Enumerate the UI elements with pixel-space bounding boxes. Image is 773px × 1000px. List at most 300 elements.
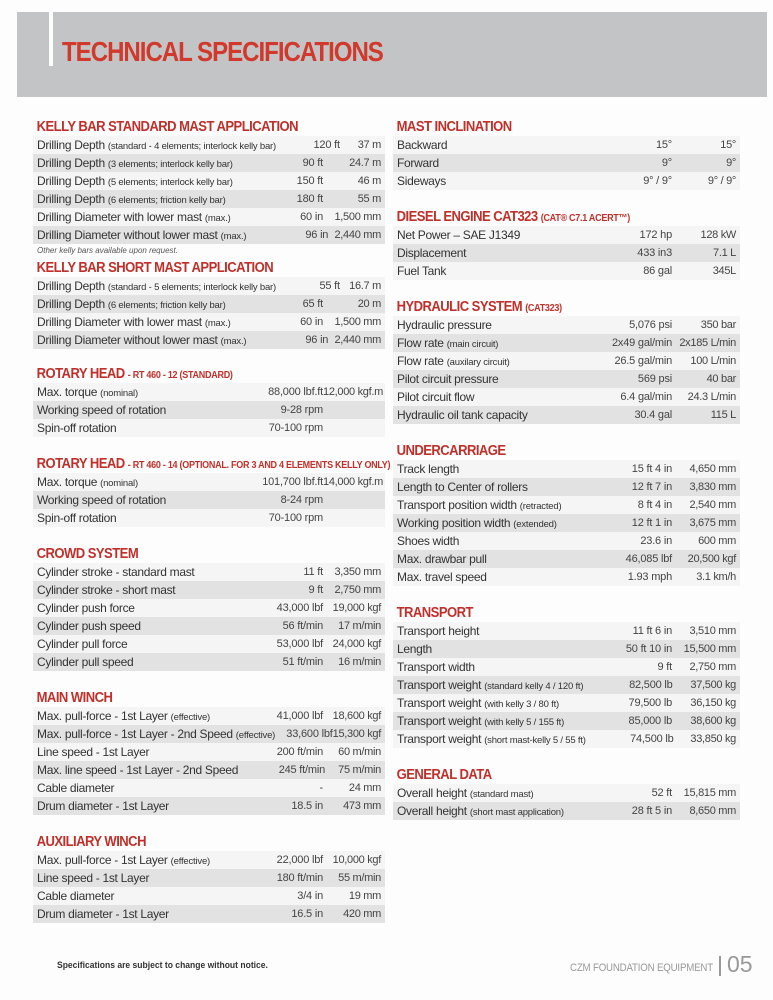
spec-label-text: Cylinder push speed [37, 619, 141, 633]
spec-label-text: Flow rate [397, 336, 444, 350]
spec-value-imperial: 18.5 in [291, 800, 323, 812]
section-gap [393, 586, 740, 604]
spec-label-text: Line speed - 1st Layer [37, 745, 150, 759]
spec-value-metric: 40 bar [706, 373, 736, 385]
spec-label-text: Spin-off rotation [37, 421, 117, 435]
spec-label [393, 622, 582, 640]
spec-value-metric: 2,540 mm [689, 499, 736, 511]
spec-label [33, 491, 233, 509]
spec-table [33, 707, 385, 815]
spec-value-metric: 60 m/min [338, 746, 381, 758]
spec-label [393, 640, 582, 658]
spec-label [33, 473, 233, 491]
header-accent-bar [49, 12, 53, 66]
spec-table [33, 851, 385, 923]
spec-row [33, 617, 385, 635]
spec-row [33, 599, 385, 617]
spec-value-imperial: 101,700 lbf.ft [262, 476, 323, 488]
spec-table [33, 383, 385, 437]
spec-label [393, 694, 582, 712]
spec-row [33, 172, 385, 190]
spec-row [393, 802, 740, 820]
spec-label-text: Drum diameter - 1st Layer [37, 907, 169, 921]
section-title-main: MAIN WINCH [36, 690, 113, 706]
spec-label-note: (6 elements; friction kelly bar) [107, 195, 226, 206]
spec-value-metric: 36,150 kg [690, 697, 736, 709]
spec-label-text: Forward [397, 156, 439, 170]
section-kelly-bar-short-mast-application [33, 259, 385, 349]
spec-table [393, 316, 740, 424]
spec-value-metric: 37 m [357, 139, 381, 151]
spec-label [393, 802, 582, 820]
section-title [33, 365, 350, 383]
spec-row [393, 316, 740, 334]
spec-label-text: Drilling Diameter with lower mast [37, 315, 202, 329]
spec-label-text: Max. pull-force - 1st Layer [37, 709, 168, 723]
spec-value-imperial: 12 ft 1 in [631, 517, 672, 529]
spec-value-imperial: 90 ft [302, 157, 323, 169]
page-title: TECHNICAL SPECIFICATIONS [62, 36, 383, 67]
spec-label-text: Drilling Depth [37, 279, 105, 293]
spec-value-metric: 473 mm [343, 800, 381, 812]
section-gap [33, 671, 385, 689]
spec-label-text: Cylinder stroke - standard mast [37, 565, 195, 579]
spec-value-imperial: 16.5 in [291, 908, 323, 920]
spec-value-metric: 2,440 mm [334, 229, 381, 241]
spec-label [393, 352, 582, 370]
spec-value-metric: 37,500 kg [690, 679, 736, 691]
spec-label-text: Backward [397, 138, 448, 152]
spec-value-imperial: 55 ft [319, 280, 340, 292]
spec-value-imperial: 433 in3 [637, 247, 672, 259]
spec-value-imperial: 53,000 lbf [276, 638, 323, 650]
spec-row [393, 784, 740, 802]
spec-row [33, 887, 385, 905]
spec-label [33, 401, 233, 419]
spec-label-text: Drilling Depth [37, 156, 105, 170]
spec-row [33, 331, 385, 349]
spec-value-imperial: 85,000 lb [628, 715, 672, 727]
spec-value-imperial: 41,000 lbf [276, 710, 323, 722]
spec-label [33, 635, 233, 653]
section-title [393, 442, 705, 460]
section-main-winch [33, 689, 385, 815]
spec-label [33, 851, 233, 869]
spec-table [393, 622, 740, 748]
spec-label [33, 208, 233, 226]
spec-row [393, 388, 740, 406]
section-title-main: AUXILIARY WINCH [36, 834, 146, 850]
spec-row [393, 406, 740, 424]
spec-label [393, 316, 582, 334]
spec-label [33, 277, 276, 295]
spec-label-text: Working speed of rotation [37, 493, 167, 507]
spec-row [33, 869, 385, 887]
section-title-main: ROTARY HEAD [36, 366, 125, 382]
spec-value-metric: 10,000 kgf [332, 854, 381, 866]
spec-value-metric [323, 401, 385, 419]
spec-label-text: Drilling Depth [37, 174, 105, 188]
spec-value-metric: 2x185 L/min [679, 337, 736, 349]
spec-row [393, 622, 740, 640]
spec-value-imperial: 120 ft [313, 139, 340, 151]
spec-label-text: Overall height [397, 786, 467, 800]
spec-label-text: Drilling Depth [37, 192, 105, 206]
section-gap [33, 527, 385, 545]
spec-label-note: (6 elements; friction kelly bar) [107, 300, 226, 311]
spec-row [33, 635, 385, 653]
spec-label-text: Shoes width [397, 534, 460, 548]
spec-value-metric [323, 419, 385, 437]
spec-label-note: (max.) [220, 231, 247, 242]
spec-row [33, 313, 385, 331]
spec-value-imperial: 2x49 gal/min [612, 337, 672, 349]
section-gap [33, 349, 385, 365]
spec-row [393, 262, 740, 280]
spec-label [33, 313, 233, 331]
spec-label [33, 707, 233, 725]
section-transport [393, 604, 740, 748]
spec-label-text: Flow rate [397, 354, 444, 368]
section-title-main: HYDRAULIC SYSTEM [396, 299, 523, 315]
spec-label [393, 460, 582, 478]
spec-label [33, 419, 233, 437]
spec-value-metric: 4,650 mm [689, 463, 736, 475]
spec-value-metric: 75 m/min [338, 764, 381, 776]
spec-value-metric: 46 m [357, 175, 381, 187]
spec-value-imperial: 50 ft 10 in [625, 643, 672, 655]
spec-label-text: Line speed - 1st Layer [37, 871, 150, 885]
spec-label [393, 370, 582, 388]
spec-row [33, 779, 385, 797]
spec-label-text: Displacement [397, 246, 467, 260]
spec-label-text: Hydraulic pressure [397, 318, 492, 332]
spec-row [393, 370, 740, 388]
spec-label [393, 388, 582, 406]
spec-value-metric: 24,000 kgf [332, 638, 381, 650]
spec-label [33, 190, 233, 208]
spec-value-imperial: 12 ft 7 in [631, 481, 672, 493]
spec-value-metric: 7.1 L [713, 247, 736, 259]
spec-value-metric: 2,750 mm [334, 584, 381, 596]
spec-label [33, 779, 233, 797]
spec-row [33, 581, 385, 599]
spec-value-imperial: 88,000 lbf.ft [268, 386, 323, 398]
spec-label-text: Transport weight [397, 714, 482, 728]
spec-value-imperial: 26.5 gal/min [614, 355, 672, 367]
section-title-sub: (CAT® C7.1 ACERT™) [540, 213, 630, 224]
spec-label-note: (standard mast) [469, 789, 534, 800]
section-title-main: UNDERCARRIAGE [396, 443, 506, 459]
spec-label [33, 887, 233, 905]
spec-value-imperial: 172 hp [639, 229, 672, 241]
spec-label-text: Cylinder pull force [37, 637, 128, 651]
spec-label-note: (nominal) [100, 478, 138, 489]
spec-table [393, 136, 740, 190]
section-title [33, 259, 350, 277]
spec-row [393, 730, 740, 748]
spec-table [33, 136, 385, 244]
spec-row [393, 496, 740, 514]
spec-label-note: (max.) [220, 336, 247, 347]
spec-value-metric: 12,000 kgf.m [323, 386, 383, 398]
spec-label-text: Max. travel speed [397, 570, 487, 584]
spec-label [33, 761, 238, 779]
spec-label-text: Max. pull-force - 1st Layer [37, 853, 168, 867]
spec-label-text: Cable diameter [37, 889, 115, 903]
spec-label [393, 478, 582, 496]
spec-label-text: Track length [397, 462, 459, 476]
spec-value-metric: 19,000 kgf [332, 602, 381, 614]
spec-value-imperial: 3/4 in [297, 890, 323, 902]
section-title [33, 455, 391, 473]
spec-value-imperial: 5,076 psi [629, 319, 672, 331]
section-title [33, 118, 350, 136]
section-crowd-system [33, 545, 385, 671]
spec-label [33, 617, 233, 635]
section-title-main: CROWD SYSTEM [36, 546, 139, 562]
spec-value-metric: 3,830 mm [689, 481, 736, 493]
spec-row [393, 514, 740, 532]
spec-value-imperial: 74,500 lb [630, 733, 674, 745]
spec-value-imperial: 28 ft 5 in [631, 805, 672, 817]
spec-value-imperial: 65 ft [302, 298, 323, 310]
spec-value-metric: 345L [712, 265, 736, 277]
spec-row [33, 491, 385, 509]
spec-value-metric: 38,600 kg [690, 715, 736, 727]
spec-label-note: (standard - 4 elements; interlock kelly bar) [107, 141, 276, 152]
footer-brand: CZM FOUNDATION EQUIPMENT [570, 962, 713, 974]
spec-row [33, 226, 385, 244]
spec-row [393, 478, 740, 496]
section-title-main: TRANSPORT [396, 605, 473, 621]
spec-label-note: (3 elements; interlock kelly bar) [107, 159, 233, 170]
spec-value-imperial: 8 ft 4 in [637, 499, 672, 511]
spec-value-imperial: 79,500 lb [628, 697, 672, 709]
spec-value-imperial: - [319, 782, 323, 794]
spec-value-metric: 20 m [357, 298, 381, 310]
spec-label-text: Cylinder push force [37, 601, 135, 615]
spec-value-imperial: 11 ft [303, 566, 323, 578]
spec-row [33, 707, 385, 725]
section-mast-inclination [393, 118, 740, 190]
spec-table [33, 473, 385, 527]
spec-label [393, 154, 582, 172]
spec-value-metric: 350 bar [700, 319, 736, 331]
spec-value-imperial: 33,600 lbf [286, 728, 333, 740]
spec-label [33, 136, 276, 154]
spec-row [33, 473, 385, 491]
spec-label [393, 550, 582, 568]
spec-value-metric: 14,000 kgf.m [323, 476, 383, 488]
spec-label-text: Hydraulic oil tank capacity [397, 408, 528, 422]
spec-value-metric: 9° [726, 157, 736, 169]
spec-row [393, 136, 740, 154]
section-title-main: KELLY BAR STANDARD MAST APPLICATION [36, 119, 299, 135]
spec-value-metric: 100 L/min [690, 355, 736, 367]
spec-value-imperial: 56 ft/min [282, 620, 323, 632]
spec-label-text: Cylinder pull speed [37, 655, 134, 669]
spec-label [33, 581, 233, 599]
spec-label-text: Drum diameter - 1st Layer [37, 799, 169, 813]
spec-label-note: (auxilary circuit) [446, 357, 510, 368]
spec-value-imperial: 200 ft/min [276, 746, 323, 758]
spec-label-note: (extended) [513, 519, 557, 530]
spec-label [393, 784, 582, 802]
spec-label [33, 905, 233, 923]
spec-value-metric: 8,650 mm [689, 805, 736, 817]
spec-label [33, 653, 233, 671]
spec-label [33, 331, 246, 349]
section-title [33, 689, 350, 707]
spec-row [393, 226, 740, 244]
spec-value-metric: 24 mm [348, 782, 381, 794]
spec-value-metric: 2,440 mm [334, 334, 381, 346]
spec-value-imperial: 245 ft/min [278, 764, 325, 776]
spec-row [393, 712, 740, 730]
section-title [393, 208, 705, 226]
spec-row [393, 550, 740, 568]
spec-row [393, 532, 740, 550]
spec-value-metric: 115 L [710, 409, 736, 421]
spec-label [33, 563, 233, 581]
spec-value-imperial: 180 ft [296, 193, 323, 205]
section-gap [393, 280, 740, 298]
spec-label [33, 797, 233, 815]
spec-value-metric: 17 m/min [338, 620, 381, 632]
spec-label-text: Length [397, 642, 432, 656]
spec-row [33, 725, 385, 743]
spec-value-metric: 20,500 kgf [687, 553, 736, 565]
spec-label-note: (with kelly 5 / 155 ft) [484, 717, 565, 728]
section-general-data [393, 766, 740, 820]
spec-label-note: (effective) [170, 856, 211, 867]
section-gap [33, 437, 385, 455]
spec-label-note: (effective) [170, 712, 211, 723]
spec-label [33, 295, 233, 313]
section-gap [393, 820, 740, 838]
spec-row [33, 743, 385, 761]
spec-row [33, 401, 385, 419]
footer-divider [719, 956, 721, 976]
section-title [393, 604, 705, 622]
spec-label [393, 172, 582, 190]
spec-table [393, 784, 740, 820]
spec-value-imperial: 96 in [305, 334, 329, 346]
spec-value-imperial: 9 ft [657, 661, 672, 673]
spec-row [33, 797, 385, 815]
section-title-main: DIESEL ENGINE CAT323 [396, 209, 538, 225]
spec-value-metric: 3.1 km/h [696, 571, 736, 583]
spec-label-text: Transport weight [397, 678, 482, 692]
spec-label [33, 509, 233, 527]
spec-label-note: (short mast-kelly 5 / 55 ft) [484, 735, 586, 746]
spec-row [33, 208, 385, 226]
spec-value-metric [323, 491, 385, 509]
spec-value-imperial: 22,000 lbf [276, 854, 323, 866]
spec-value-imperial: 9° [661, 157, 672, 169]
spec-row [33, 136, 385, 154]
spec-label-text: Net Power – SAE J1349 [397, 228, 521, 242]
section-title [33, 545, 350, 563]
spec-value-metric: 19 mm [348, 890, 381, 902]
spec-value-imperial: 9-28 rpm [280, 404, 323, 416]
spec-value-metric: 18,600 kgf [332, 710, 381, 722]
spec-label-text: Overall height [397, 804, 467, 818]
spec-value-imperial: 11 ft 6 in [632, 625, 672, 637]
spec-label-note: (max.) [204, 318, 231, 329]
section-title [393, 766, 705, 784]
section-title-main: KELLY BAR SHORT MAST APPLICATION [36, 260, 274, 276]
spec-label [33, 743, 233, 761]
spec-row [393, 694, 740, 712]
spec-value-imperial: 96 in [305, 229, 329, 241]
spec-label [393, 658, 582, 676]
section-kelly-bar-standard-mast-application [33, 118, 385, 257]
section-diesel-engine-cat323-cat-c7-1-acert [393, 208, 740, 280]
spec-row [33, 277, 385, 295]
spec-value-metric: 15° [720, 139, 736, 151]
spec-label-text: Working speed of rotation [37, 403, 167, 417]
spec-label-text: Drilling Diameter with lower mast [37, 210, 202, 224]
spec-label-text: Max. drawbar pull [397, 552, 487, 566]
spec-table [393, 226, 740, 280]
spec-row [393, 172, 740, 190]
spec-label [33, 226, 246, 244]
spec-label-text: Working position width [397, 516, 511, 530]
section-title-sub: - RT 460 - 12 (STANDARD) [127, 370, 233, 381]
spec-label [393, 226, 582, 244]
spec-label [393, 532, 582, 550]
spec-label [33, 154, 233, 172]
right-column [393, 118, 740, 838]
spec-value-imperial: 51 ft/min [282, 656, 323, 668]
spec-value-imperial: 52 ft [651, 787, 672, 799]
spec-row [33, 419, 385, 437]
spec-row [393, 154, 740, 172]
spec-label-text: Drilling Diameter without lower mast [37, 333, 218, 347]
spec-label [33, 725, 275, 743]
spec-value-imperial: 60 in [300, 316, 323, 328]
spec-table [33, 563, 385, 671]
spec-row [33, 905, 385, 923]
spec-label-note: (standard - 5 elements; interlock kelly bar) [107, 282, 276, 293]
spec-label-text: Transport height [397, 624, 480, 638]
spec-label-text: Transport width [397, 660, 475, 674]
spec-row [33, 295, 385, 313]
spec-value-metric: 33,850 kg [690, 733, 736, 745]
spec-label [393, 676, 583, 694]
spec-value-metric: 55 m [357, 193, 381, 205]
spec-label-note: (5 elements; interlock kelly bar) [107, 177, 233, 188]
spec-label-text: Spin-off rotation [37, 511, 117, 525]
section-rotary-head-rt-460-14-optional-for-3-and-4-elements-kelly-only [33, 455, 391, 527]
spec-value-imperial: 9 ft [308, 584, 323, 596]
spec-label-text: Pilot circuit pressure [397, 372, 499, 386]
section-title-sub: (CAT323) [525, 303, 562, 314]
spec-label [33, 383, 233, 401]
spec-label-note: (short mast application) [469, 807, 564, 818]
section-title [33, 833, 350, 851]
spec-value-metric: 24.7 m [349, 157, 381, 169]
spec-row [33, 383, 385, 401]
spec-label-note: (nominal) [100, 388, 138, 399]
spec-label-text: Transport weight [397, 732, 482, 746]
spec-row [393, 640, 740, 658]
section-title-main: GENERAL DATA [396, 767, 492, 783]
spec-value-metric: 3,675 mm [689, 517, 736, 529]
spec-label-note: (effective) [235, 730, 276, 741]
